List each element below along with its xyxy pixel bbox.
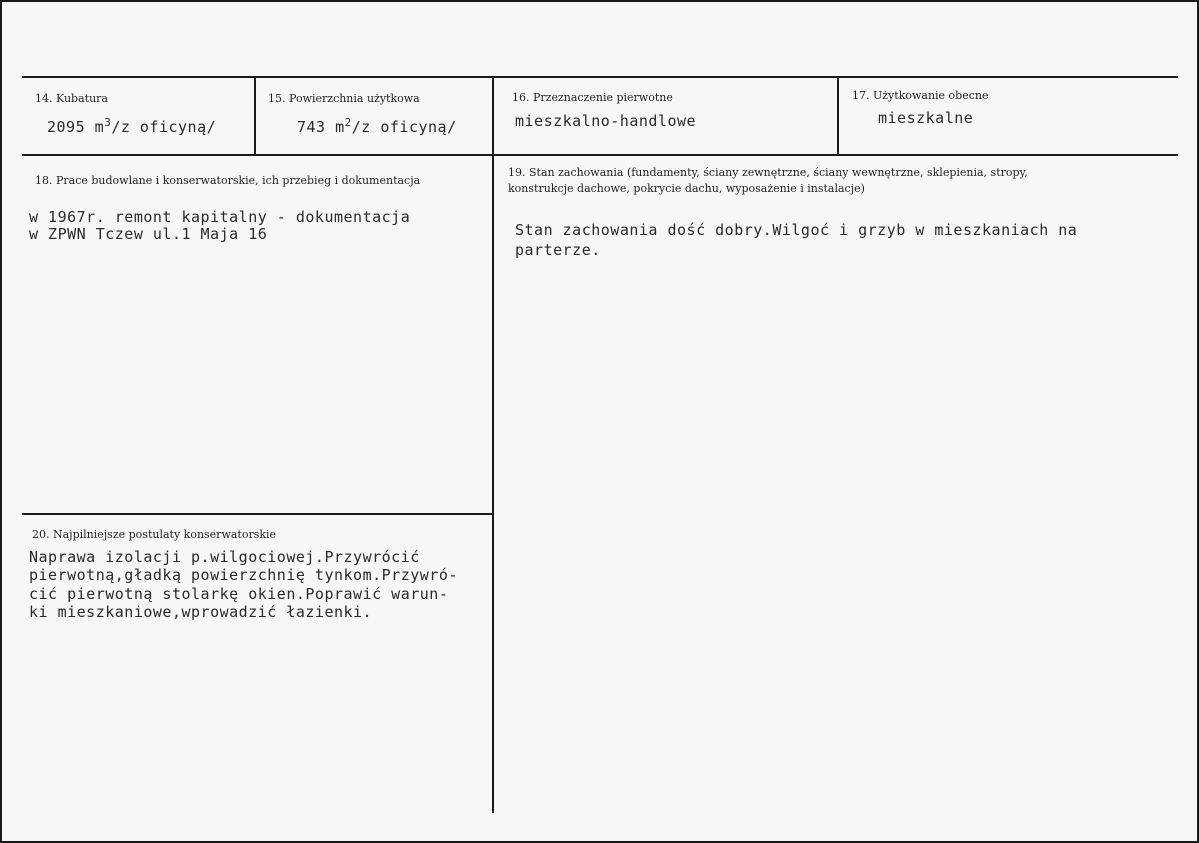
stan-zachowania-line-1: Stan zachowania dość dobry.Wilgoć i grzyb w mieszkaniach na: [515, 221, 1078, 239]
stan-zachowania-line-2: parterze.: [515, 241, 601, 259]
postulaty-line-1: Naprawa izolacji p.wilgociowej.Przywrócić: [29, 548, 420, 566]
kubatura-value-number: 2095 m: [47, 118, 105, 136]
kubatura-value: [47, 115, 216, 135]
prace-budowlane-line-1: w 1967r. remont kapitalny - dokumentacja: [29, 208, 411, 226]
postulaty-line-3: cić pierwotną stolarkę okien.Poprawić warun-: [29, 585, 449, 603]
kubatura-label: 14. Kubatura: [35, 92, 108, 105]
uzytkowanie-value: mieszkalne: [878, 109, 974, 127]
top-rule: [22, 76, 1178, 78]
kubatura-value-note: /z oficyną/: [111, 118, 217, 136]
postulaty-line-2: pierwotną,gładką powierzchnię tynkom.Przywró-: [29, 566, 458, 584]
kubatura-unit-exponent: 3: [104, 116, 112, 129]
postulaty-line-4: ki mieszkaniowe,wprowadzić łazienki.: [29, 603, 373, 621]
powierzchnia-unit-exponent: 2: [344, 116, 352, 129]
main-vertical-divider: [492, 78, 494, 813]
przeznaczenie-label: 16. Przeznaczenie pierwotne: [512, 91, 673, 104]
uzytkowanie-label: 17. Użytkowanie obecne: [852, 89, 989, 102]
prace-budowlane-line-2: w ZPWN Tczew ul.1 Maja 16: [29, 225, 268, 243]
prace-budowlane-label: 18. Prace budowlane i konserwatorskie, ich przebieg i dokumentacja: [35, 174, 421, 187]
powierzchnia-value-number: 743 m: [297, 118, 345, 136]
powierzchnia-value-note: /z oficyną/: [351, 118, 457, 136]
divider-16-17: [837, 78, 839, 155]
powierzchnia-label: 15. Powierzchnia użytkowa: [268, 92, 420, 105]
powierzchnia-value: [297, 115, 457, 135]
przeznaczenie-value: mieszkalno-handlowe: [515, 112, 697, 130]
section18-bottom-rule: [22, 513, 493, 515]
postulaty-label: 20. Najpilniejsze postulaty konserwatorskie: [32, 528, 277, 541]
row1-bottom-rule: [22, 154, 1178, 156]
stan-zachowania-label-line-1: 19. Stan zachowania (fundamenty, ściany zewnętrzne, ściany wewnętrzne, sklepienia, stropy,: [508, 166, 1028, 179]
divider-14-15: [254, 78, 256, 155]
stan-zachowania-label-line-2: konstrukcje dachowe, pokrycie dachu, wyposażenie i instalacje): [508, 182, 865, 195]
